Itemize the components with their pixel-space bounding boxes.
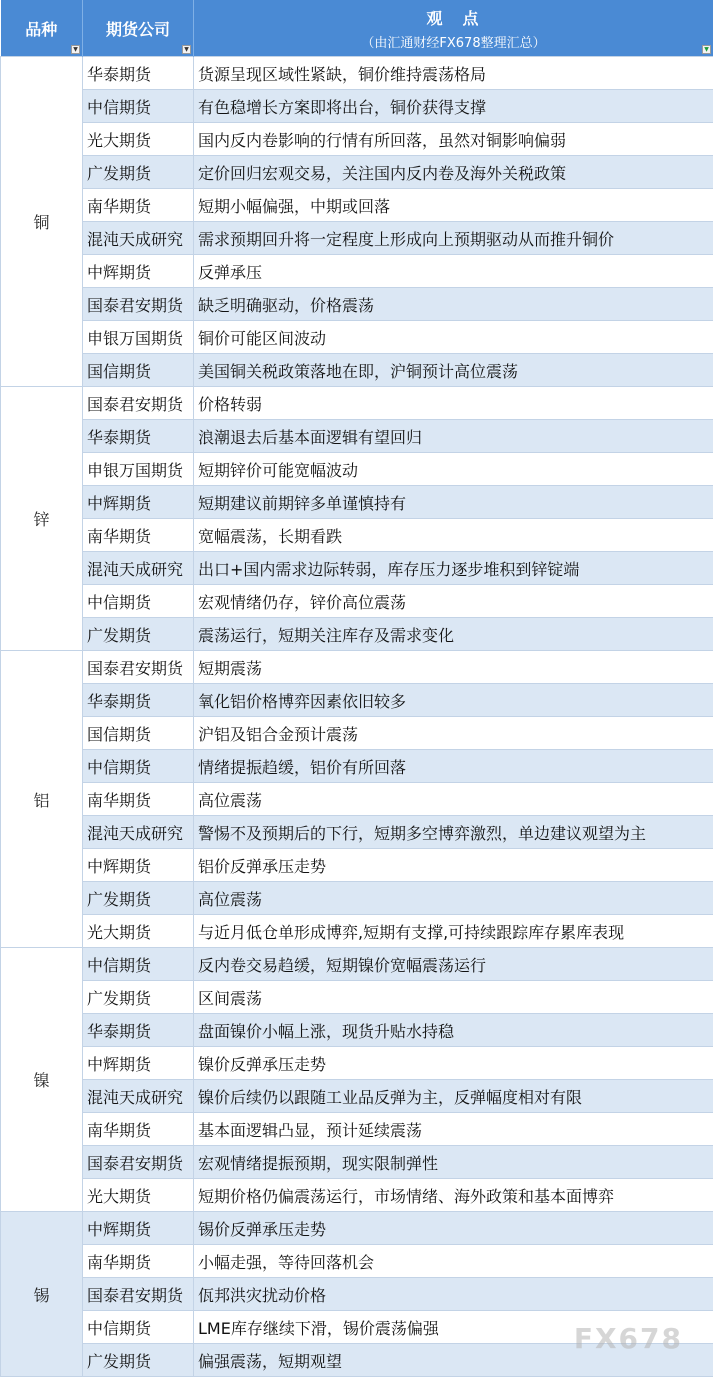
table-row	[1, 321, 713, 354]
header-product	[1, 0, 83, 57]
view-cell[interactable]: 宏观情绪提振预期，现实限制弹性	[194, 1146, 713, 1179]
company-cell[interactable]: 国泰君安期货	[83, 651, 194, 684]
company-cell[interactable]: 中辉期货	[83, 486, 194, 519]
filter-dropdown-icon[interactable]: ▼	[182, 45, 191, 54]
view-cell[interactable]: 美国铜关税政策落地在即，沪铜预计高位震荡	[194, 354, 713, 387]
filter-active-icon[interactable]: ▼	[702, 45, 711, 54]
table-row	[1, 981, 713, 1014]
company-cell[interactable]: 国泰君安期货	[83, 1278, 194, 1311]
view-cell[interactable]: 缺乏明确驱动，价格震荡	[194, 288, 713, 321]
header-view-title: 观 点	[426, 8, 481, 28]
table-row	[1, 1179, 713, 1212]
table-row	[1, 618, 713, 651]
table-row	[1, 948, 713, 981]
view-cell[interactable]: 锡价反弹承压走势	[194, 1212, 713, 1245]
header-view	[194, 0, 713, 57]
company-cell[interactable]: 广发期货	[83, 981, 194, 1014]
view-cell[interactable]: 有色稳增长方案即将出台，铜价获得支撑	[194, 90, 713, 123]
view-cell[interactable]: 基本面逻辑凸显，预计延续震荡	[194, 1113, 713, 1146]
product-cell[interactable]: 铝	[1, 651, 83, 948]
table-row	[1, 816, 713, 849]
table-row	[1, 123, 713, 156]
watermark-logo: FX678	[573, 1322, 683, 1355]
company-cell[interactable]: 国泰君安期货	[83, 1146, 194, 1179]
view-cell[interactable]: 铝价反弹承压走势	[194, 849, 713, 882]
company-cell[interactable]: 国泰君安期货	[83, 387, 194, 420]
view-cell[interactable]: 短期震荡	[194, 651, 713, 684]
view-cell[interactable]: 价格转弱	[194, 387, 713, 420]
table-row	[1, 882, 713, 915]
view-cell[interactable]: 情绪提振趋缓，铝价有所回落	[194, 750, 713, 783]
company-cell[interactable]: 光大期货	[83, 123, 194, 156]
table-row	[1, 387, 713, 420]
company-cell[interactable]: 国信期货	[83, 717, 194, 750]
view-cell[interactable]: 需求预期回升将一定程度上形成向上预期驱动从而推升铜价	[194, 222, 713, 255]
table-row	[1, 156, 713, 189]
company-cell[interactable]: 国信期货	[83, 354, 194, 387]
view-cell[interactable]: 短期小幅偏强，中期或回落	[194, 189, 713, 222]
company-cell[interactable]: 南华期货	[83, 783, 194, 816]
company-cell[interactable]: 华泰期货	[83, 684, 194, 717]
company-cell[interactable]: 中辉期货	[83, 1047, 194, 1080]
view-cell[interactable]: 国内反内卷影响的行情有所回落，虽然对铜影响偏弱	[194, 123, 713, 156]
view-cell[interactable]: 盘面镍价小幅上涨，现货升贴水持稳	[194, 1014, 713, 1047]
header-company	[83, 0, 194, 57]
table-row	[1, 849, 713, 882]
view-cell[interactable]: 浪潮退去后基本面逻辑有望回归	[194, 420, 713, 453]
company-cell[interactable]: 申银万国期货	[83, 453, 194, 486]
table-row	[1, 288, 713, 321]
table-body	[1, 57, 713, 1377]
company-cell[interactable]: 华泰期货	[83, 420, 194, 453]
view-cell[interactable]: 短期建议前期锌多单谨慎持有	[194, 486, 713, 519]
view-cell[interactable]: 高位震荡	[194, 783, 713, 816]
view-cell[interactable]: 宏观情绪仍存，锌价高位震荡	[194, 585, 713, 618]
company-cell[interactable]: 中辉期货	[83, 255, 194, 288]
view-cell[interactable]: 小幅走强，等待回落机会	[194, 1245, 713, 1278]
product-cell[interactable]: 锡	[1, 1212, 83, 1377]
company-cell[interactable]: 国泰君安期货	[83, 288, 194, 321]
view-cell[interactable]: 宽幅震荡，长期看跌	[194, 519, 713, 552]
view-cell[interactable]: 货源呈现区域性紧缺，铜价维持震荡格局	[194, 57, 713, 90]
view-cell[interactable]: 镍价后续仍以跟随工业品反弹为主，反弹幅度相对有限	[194, 1080, 713, 1113]
company-cell[interactable]: 华泰期货	[83, 1014, 194, 1047]
header-row	[1, 0, 713, 57]
table-row	[1, 1080, 713, 1113]
table-row	[1, 1014, 713, 1047]
company-cell[interactable]: 南华期货	[83, 1113, 194, 1146]
company-cell[interactable]: 华泰期货	[83, 57, 194, 90]
product-cell[interactable]: 锌	[1, 387, 83, 651]
table-row	[1, 717, 713, 750]
view-cell[interactable]: 与近月低仓单形成博弈,短期有支撑,可持续跟踪库存累库表现	[194, 915, 713, 948]
table-row	[1, 750, 713, 783]
view-cell[interactable]: 氧化铝价格博弈因素依旧较多	[194, 684, 713, 717]
company-cell[interactable]: 中信期货	[83, 585, 194, 618]
view-cell[interactable]: 铜价可能区间波动	[194, 321, 713, 354]
company-cell[interactable]: 申银万国期货	[83, 321, 194, 354]
table-row	[1, 651, 713, 684]
product-cell[interactable]: 铜	[1, 57, 83, 387]
table-row	[1, 684, 713, 717]
view-cell[interactable]: 警惕不及预期后的下行，短期多空博弈激烈，单边建议观望为主	[194, 816, 713, 849]
table-row	[1, 915, 713, 948]
company-cell[interactable]: 广发期货	[83, 156, 194, 189]
view-cell[interactable]: 镍价反弹承压走势	[194, 1047, 713, 1080]
company-cell[interactable]: 混沌天成研究	[83, 222, 194, 255]
company-cell[interactable]: 中信期货	[83, 750, 194, 783]
table-row	[1, 57, 713, 90]
view-cell[interactable]: 反内卷交易趋缓，短期镍价宽幅震荡运行	[194, 948, 713, 981]
table-row	[1, 420, 713, 453]
filter-dropdown-icon[interactable]: ▼	[71, 45, 80, 54]
company-cell[interactable]: 中辉期货	[83, 849, 194, 882]
table-row	[1, 354, 713, 387]
view-cell[interactable]: 定价回归宏观交易，关注国内反内卷及海外关税政策	[194, 156, 713, 189]
header-product-label: 品种	[25, 19, 58, 39]
table-row	[1, 90, 713, 123]
table-row	[1, 255, 713, 288]
table-row	[1, 1212, 713, 1245]
table-row	[1, 1146, 713, 1179]
view-cell[interactable]: 偏强震荡，短期观望	[194, 1344, 713, 1377]
company-cell[interactable]: 南华期货	[83, 189, 194, 222]
table-row	[1, 1278, 713, 1311]
company-cell[interactable]: 中信期货	[83, 90, 194, 123]
view-cell[interactable]: 出口+国内需求边际转弱，库存压力逐步堆积到锌锭端	[194, 552, 713, 585]
view-cell[interactable]: LME库存继续下滑，锡价震荡偏强	[194, 1311, 713, 1344]
table-row	[1, 486, 713, 519]
company-cell[interactable]: 广发期货	[83, 1344, 194, 1377]
company-cell[interactable]: 广发期货	[83, 882, 194, 915]
view-cell[interactable]: 短期价格仍偏震荡运行，市场情绪、海外政策和基本面博弈	[194, 1179, 713, 1212]
view-cell[interactable]: 佤邦洪灾扰动价格	[194, 1278, 713, 1311]
company-cell[interactable]: 混沌天成研究	[83, 552, 194, 585]
table-row	[1, 585, 713, 618]
table-row	[1, 519, 713, 552]
company-cell[interactable]: 混沌天成研究	[83, 816, 194, 849]
header-view-subtitle: （由汇通财经FX678整理汇总）	[361, 35, 546, 51]
view-cell[interactable]: 短期锌价可能宽幅波动	[194, 453, 713, 486]
company-cell[interactable]: 南华期货	[83, 519, 194, 552]
view-cell[interactable]: 区间震荡	[194, 981, 713, 1014]
view-cell[interactable]: 反弹承压	[194, 255, 713, 288]
table-row	[1, 1113, 713, 1146]
table-row	[1, 552, 713, 585]
company-cell[interactable]: 光大期货	[83, 1179, 194, 1212]
view-cell[interactable]: 高位震荡	[194, 882, 713, 915]
table-row	[1, 453, 713, 486]
table-row	[1, 1047, 713, 1080]
header-company-label: 期货公司	[105, 19, 170, 39]
table-row	[1, 189, 713, 222]
table-row	[1, 222, 713, 255]
company-cell[interactable]: 中辉期货	[83, 1212, 194, 1245]
company-cell[interactable]: 混沌天成研究	[83, 1080, 194, 1113]
company-cell[interactable]: 南华期货	[83, 1245, 194, 1278]
view-cell[interactable]: 震荡运行，短期关注库存及需求变化	[194, 618, 713, 651]
table-row	[1, 783, 713, 816]
company-cell[interactable]: 光大期货	[83, 915, 194, 948]
product-cell[interactable]: 镍	[1, 948, 83, 1212]
company-cell[interactable]: 中信期货	[83, 948, 194, 981]
view-cell[interactable]: 沪铝及铝合金预计震荡	[194, 717, 713, 750]
table-row	[1, 1245, 713, 1278]
company-cell[interactable]: 中信期货	[83, 1311, 194, 1344]
company-cell[interactable]: 广发期货	[83, 618, 194, 651]
